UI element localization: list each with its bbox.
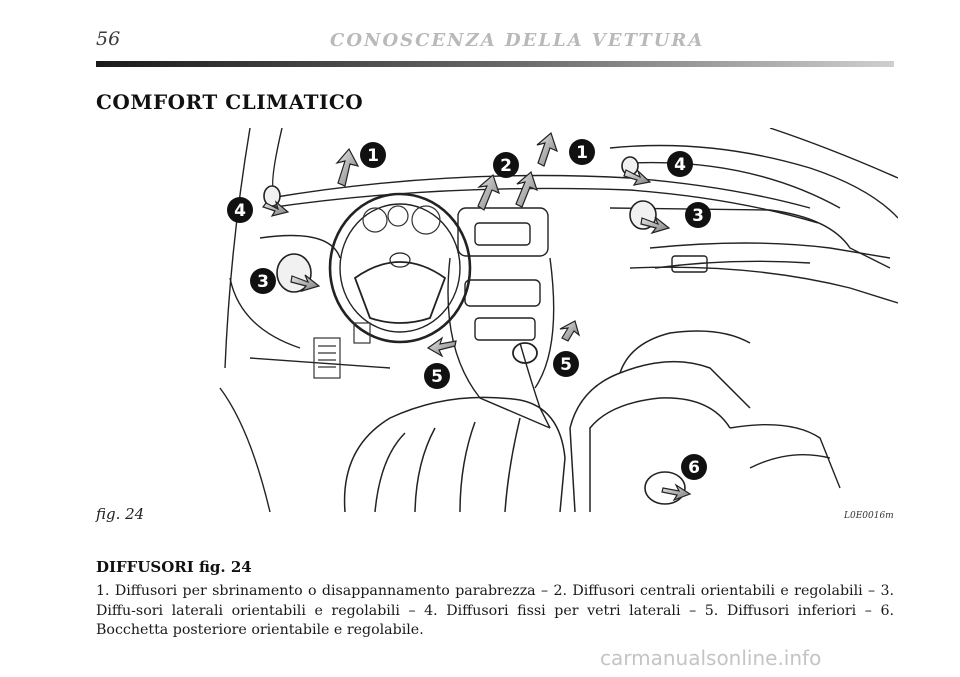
svg-text:5: 5 — [431, 367, 443, 387]
callout-3-left — [250, 268, 276, 294]
dashboard-illustration — [190, 128, 898, 512]
svg-text:1: 1 — [367, 146, 379, 166]
dashboard-outline — [220, 176, 898, 513]
section-title: COMFORT CLIMATICO — [96, 90, 364, 114]
svg-text:3: 3 — [257, 272, 269, 292]
figure-code: L0E0016m — [844, 511, 894, 521]
watermark: carmanualsonline.info — [600, 646, 822, 670]
header-rule — [96, 61, 894, 67]
callout-5-right — [553, 351, 579, 377]
callout-5-left — [424, 363, 450, 389]
svg-text:6: 6 — [688, 458, 700, 478]
svg-text:5: 5 — [560, 355, 572, 375]
callout-2 — [493, 152, 519, 178]
windshield-lines — [225, 128, 898, 368]
callout-4-left — [227, 197, 253, 223]
callout-1-left — [360, 142, 386, 168]
svg-text:3: 3 — [692, 206, 704, 226]
callout-1-right — [569, 139, 595, 165]
airflow-arrows — [263, 133, 690, 500]
svg-text:2: 2 — [500, 156, 512, 176]
callout-4-right — [667, 151, 693, 177]
center-console — [448, 208, 554, 428]
svg-text:4: 4 — [234, 201, 246, 221]
running-header: CONOSCENZA DELLA VETTURA — [330, 30, 705, 51]
figure-label: fig. 24 — [96, 505, 145, 523]
callout-3-right — [685, 202, 711, 228]
subsection-title: DIFFUSORI fig. 24 — [96, 558, 252, 576]
callout-6 — [681, 454, 707, 480]
svg-text:4: 4 — [674, 155, 686, 175]
svg-text:1: 1 — [576, 143, 588, 163]
figure-caption: 1. Diffusori per sbrinamento o disappannamento parabrezza – 2. Diffusori centrali orientabili e regolabili – 3. Diffu-sori laterali orientabili e regolabili – 4. Diffusori fissi per vetri laterali – 5. Diffusori inferiori – 6. Bocchetta posteriore orientabile e regolabile. — [96, 583, 894, 638]
page-number: 56 — [96, 28, 121, 50]
